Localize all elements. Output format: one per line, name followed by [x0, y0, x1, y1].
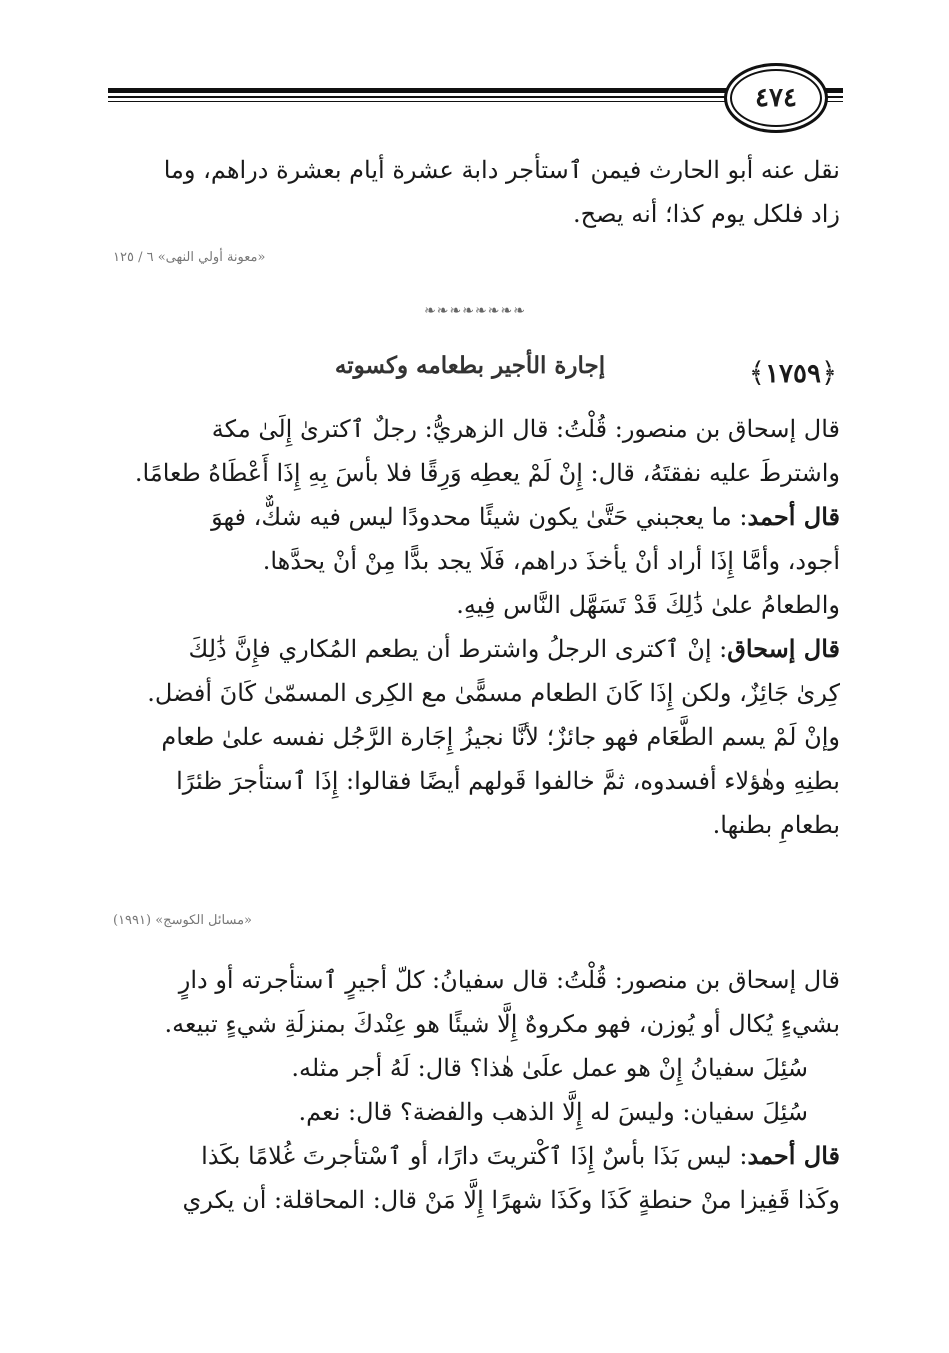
section-title: إجارة الأجير بطعامه وكسوته: [334, 352, 606, 379]
text-line: وكَذا قَفِيزا منْ حنطةٍ كَذَا وكَذَا شهرًا إِلَّا مَنْ قال: المحاقلة: أن يكري: [182, 1186, 840, 1214]
source-citation: «معونة أولي النهى» ٦ / ١٢٥: [113, 250, 266, 265]
paragraph-sufyan: [105, 958, 840, 1222]
text-line: قال أحمد: ليس بَذَا بأسٌ إِذَا ٱكْتريتَ دارًا، أو ٱسْتأجرتَ غُلامًا بكَذا: [201, 1141, 840, 1170]
text-line: واشترطَ عليه نفقتَهُ، قال: إِنْ لَمْ يعطِه وَرِقًا فلا بأسَ بِهِ إِذَا أَعْطَاهُ طعامًا.: [134, 459, 840, 487]
divider-ornament: ❧❧❧❧❧❧❧❧: [424, 303, 526, 319]
text-line: قال إسحاق بن منصور: قُلْتُ: قال سفيانُ: كلّ أجيرٍ ٱستأجرته أو دارٍ: [178, 966, 840, 994]
text-line: قال إسحاق: إنْ ٱكترى الرجلُ واشترط أن يطعم المُكاري فإِنَّ ذَٰلِكَ: [188, 634, 840, 663]
speaker-label: قال أحمد: [747, 502, 840, 531]
text-line: قال أحمد: ما يعجبني حَتَّىٰ يكون شيئًا محدودًا ليس فيه شكٌّ، فهوَ: [211, 502, 840, 531]
text-line: نقل عنه أبو الحارث فيمن ٱستأجر دابة عشرة أيام بعشرة دراهم، وما: [163, 156, 840, 184]
speaker-label: قال أحمد: [747, 1141, 840, 1170]
text-line: بشيءٍ يُكال أو يُوزن، فهو مكروهٌ إِلَّا شيئًا هو عِنْدكَ بمنزلَةِ شيءٍ تبيعه.: [164, 1010, 840, 1038]
speaker-label: قال إسحاق: [727, 634, 840, 663]
text-line: سُئِلَ سفيانُ إِنْ هو عمل علَىٰ هٰذا؟ قال: لَهُ أجر مثله.: [291, 1054, 808, 1082]
paragraph-zuhri: [105, 407, 840, 847]
section-number: ﴿١٧٥٩﴾: [748, 356, 838, 389]
text-line: قال إسحاق بن منصور: قُلْتُ: قال الزهريُّ: رجلٌ ٱكترىٰ إِلَىٰ مكة: [211, 415, 840, 443]
text-line: وإنْ لَمْ يسم الطَّعَام فهو جائزٌ؛ لأنَّا نجيزُ إِجَارة الرَّجُل نفسه علىٰ طعام: [161, 723, 840, 751]
text-line: أجود، وأمَّا إِذَا أراد أنْ يأخذَ دراهم، فَلَا يجد بدًّا مِنْ أنْ يحدَّها.: [262, 547, 840, 575]
page-number: ٤٧٤: [724, 63, 828, 133]
text-line: زاد فلكل يوم كذا؛ أنه يصح.: [572, 200, 840, 228]
text-line: بطعامِ بطنها.: [712, 811, 840, 839]
text-line: والطعامُ علىٰ ذَٰلِكَ قَدْ تَسَهَّل النَّاس فِيهِ.: [456, 591, 840, 619]
source-citation: «مسائل الكوسج» (١٩٩١): [113, 913, 252, 928]
text-line: كِرىٰ جَائِزٌ، ولكن إِذَا كَانَ الطعام مسمًّىٰ مع الكِرى المسمّىٰ كَانَ أفضل.: [147, 679, 840, 707]
paragraph-abu-alharith: [105, 148, 840, 236]
text-line: سُئِلَ سفيان: وليسَ له إِلَّا الذهب والفضة؟ قال: نعم.: [298, 1098, 808, 1126]
text-line: بطنِهِ وهٰؤلاء أفسدوه، ثمَّ خالفوا قَولهم أيضًا فقالوا: إِذَا ٱستأجرَ ظئرًا: [176, 767, 840, 795]
